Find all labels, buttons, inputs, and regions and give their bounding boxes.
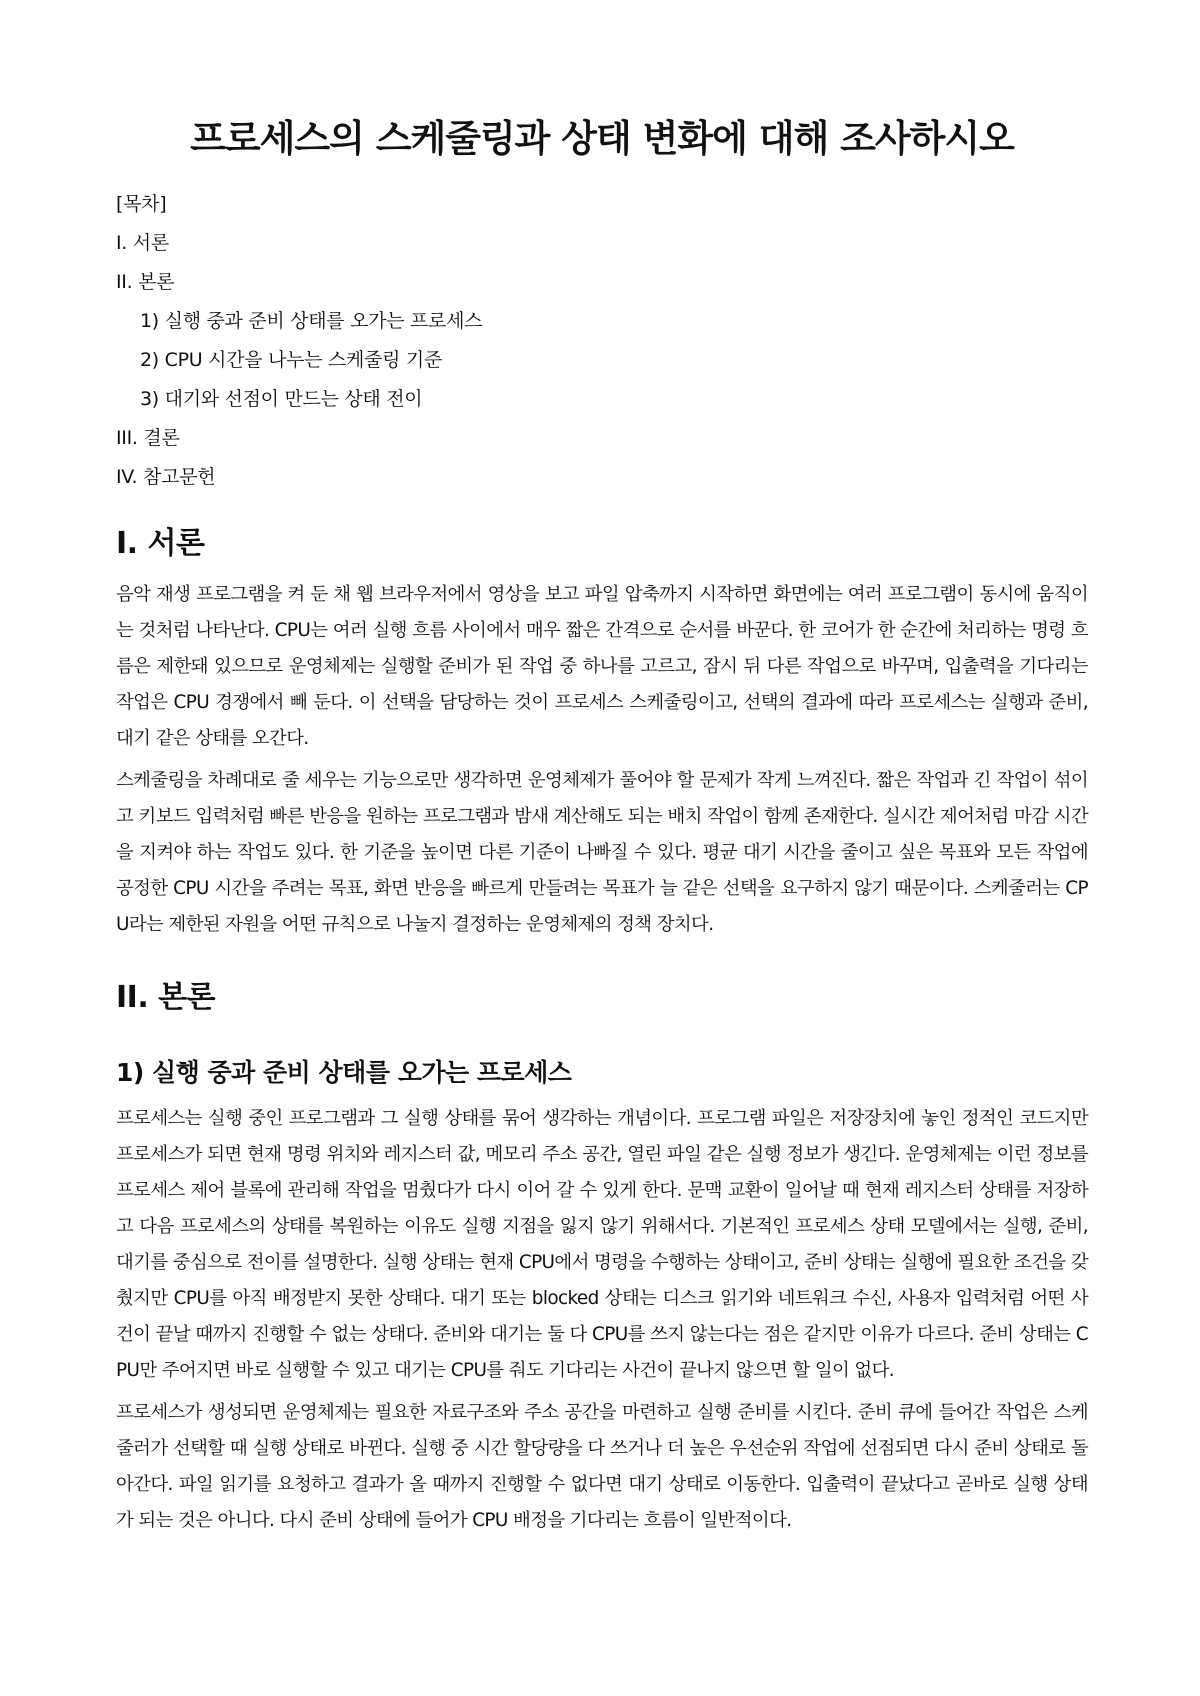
toc-heading: [목차] bbox=[116, 193, 167, 215]
toc-item-introduction: I. 서론 bbox=[116, 232, 169, 254]
toc-item-body: II. 본론 bbox=[116, 271, 175, 293]
toc-item-conclusion: III. 결론 bbox=[116, 427, 180, 449]
section-heading-body: II. 본론 bbox=[116, 980, 216, 1015]
body-paragraph: 프로세스가 생성되면 운영체제는 필요한 자료구조와 주소 공간을 마련하고 실행 준비를 시킨다. 준비 큐에 들어간 작업은 스케줄러가 선택할 때 실행 상태로 바뀐다. 실행 중 시간 할당량을 다 쓰거나 더 높은 우선순위 작업에 선점되면 다시 준비 상태로 돌아간다. 파일 읽기를 요청하고 결과가 올 때까지 진행할 수 없다면 대기 상태로 이동한다. 입출력이 끝났다고 곧바로 실행 상태가 되는 것은 아니다. 다시 준비 상태에 들어가 CPU 배정을 기다리는 흐름이 일반적이다. bbox=[116, 1402, 1088, 1531]
toc-item-body-2: 2) CPU 시간을 나누는 스케줄링 기준 bbox=[140, 349, 442, 371]
section-heading-introduction: I. 서론 bbox=[116, 526, 205, 561]
toc-item-body-1: 1) 실행 중과 준비 상태를 오가는 프로세스 bbox=[140, 310, 483, 332]
toc-item-references: IV. 참고문헌 bbox=[116, 466, 216, 488]
intro-paragraph: 스케줄링을 차례대로 줄 세우는 기능으로만 생각하면 운영체제가 풀어야 할 문제가 작게 느껴진다. 짧은 작업과 긴 작업이 섞이고 키보드 입력처럼 빠른 반응을 원하는 프로그램과 밤새 계산해도 되는 배치 작업이 함께 존재한다. 실시간 제어처럼 마감 시간을 지켜야 하는 작업도 있다. 한 기준을 높이면 다른 기준이 나빠질 수 있다. 평균 대기 시간을 줄이고 싶은 목표와 모든 작업에 공정한 CPU 시간을 주려는 목표, 화면 반응을 빠르게 만들려는 목표가 늘 같은 선택을 요구하지 않기 때문이다. 스케줄러는 CPU라는 제한된 자원을 어떤 규칙으로 나눌지 결정하는 운영체제의 정책 장치다. bbox=[116, 770, 1088, 935]
document-title: 프로세스의 스케줄링과 상태 변화에 대해 조사하시오 bbox=[190, 117, 1014, 160]
body-paragraph: 프로세스는 실행 중인 프로그램과 그 실행 상태를 묶어 생각하는 개념이다. 프로그램 파일은 저장장치에 놓인 정적인 코드지만 프로세스가 되면 현재 명령 위치와 레지스터 값, 메모리 주소 공간, 열린 파일 같은 실행 정보가 생긴다. 운영체제는 이런 정보를 프로세스 제어 블록에 관리해 작업을 멈췄다가 다시 이어 갈 수 있게 한다. 문맥 교환이 일어날 때 현재 레지스터 상태를 저장하고 다음 프로세스의 상태를 복원하는 이유도 실행 지점을 잃지 않기 위해서다. 기본적인 프로세스 상태 모델에서는 실행, 준비, 대기를 중심으로 전이를 설명한다. 실행 상태는 현재 CPU에서 명령을 수행하는 상태이고, 준비 상태는 실행에 필요한 조건을 갖췄지만 CPU를 아직 배정받지 못한 상태다. 대기 또는 blocked 상태는 디스크 읽기와 네트워크 수신, 사용자 입력처럼 어떤 사건이 끝날 때까지 진행할 수 없는 상태다. 준비와 대기는 둘 다 CPU를 쓰지 않는다는 점은 같지만 이유가 다르다. 준비 상태는 CPU만 주어지면 바로 실행할 수 있고 대기는 CPU를 줘도 기다리는 사건이 끝나지 않으면 할 일이 없다. bbox=[116, 1108, 1088, 1381]
table-of-contents bbox=[116, 192, 1088, 489]
intro-paragraph: 음악 재생 프로그램을 켜 둔 채 웹 브라우저에서 영상을 보고 파일 압축까지 시작하면 화면에는 여러 프로그램이 동시에 움직이는 것처럼 나타난다. CPU는 여러 실행 흐름 사이에서 매우 짧은 간격으로 순서를 바꾼다. 한 코어가 한 순간에 처리하는 명령 흐름은 제한돼 있으므로 운영체제는 실행할 준비가 된 작업 중 하나를 고르고, 잠시 뒤 다른 작업으로 바꾸며, 입출력을 기다리는 작업은 CPU 경쟁에서 빼 둔다. 이 선택을 담당하는 것이 프로세스 스케줄링이고, 선택의 결과에 따라 프로세스는 실행과 준비, 대기 같은 상태를 오간다. bbox=[116, 584, 1088, 749]
subsection-heading-1: 1) 실행 중과 준비 상태를 오가는 프로세스 bbox=[116, 1058, 572, 1087]
toc-item-body-3: 3) 대기와 선점이 만드는 상태 전이 bbox=[140, 388, 423, 410]
